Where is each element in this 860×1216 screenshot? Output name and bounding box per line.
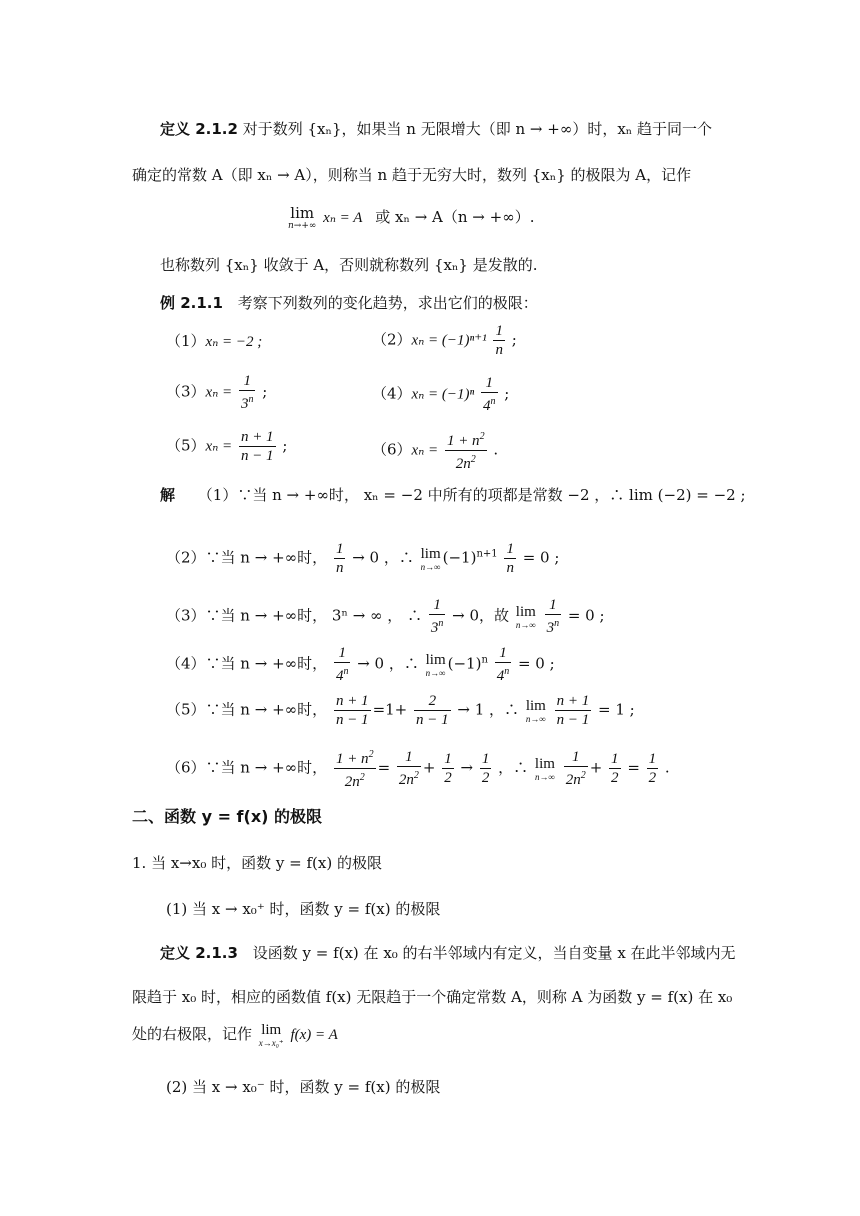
section2-heading: 二、函数 y = f(x) 的极限 xyxy=(132,807,323,826)
solution-5: （5）∵当 n → +∞时， $\frac{n + 1}{n - 1}$ =1+ $\frac{2}{n - 1}$ → 1 ，∴ lim n→∞ $\frac{n + 1}{n - 1}$ = 1 ; xyxy=(166,693,635,728)
def212-text1: 对于数列 {xₙ}，如果当 n 无限增大（即 n → +∞）时，xₙ 趋于同一个 xyxy=(242,120,713,138)
solution-2: （2）∵当 n → +∞时， $\frac{1}{n}$ → 0 ，∴ lim n→∞ $(-1)^{n+1}$ $\frac{1}{n}$ = 0 ; xyxy=(166,541,560,576)
def212-formula xyxy=(286,205,534,231)
section2-sub1b: (2) 当 x → x₀⁻ 时，函数 y = f(x) 的极限 xyxy=(166,1078,441,1096)
solution-1: 解 （1）∵当 n → +∞时， xₙ = −2 中所有的项都是常数 −2 ，∴ lim (−2) = −2 ; xyxy=(160,486,746,504)
example-heading xyxy=(160,292,538,314)
def213-line3: 处的右极限，记作 lim x→x₀⁺ f(x) = A xyxy=(132,1022,338,1048)
solution-3: （3）∵当 n → +∞时， 3ⁿ → ∞ ， ∴ $\frac{1}{3^n}$ → 0，故 lim n→∞ $\frac{1}{3^n}$ = 0 ; xyxy=(166,597,605,636)
def212-label: 定义 2.1.2 xyxy=(160,120,238,138)
item-1: （1）xₙ = −2 ; xyxy=(166,332,263,350)
solution-6: （6）∵当 n → +∞时， $\frac{1 + n^2}{2n^2}$ = $\frac{1}{2n^2}$ + $\frac{1}{2}$ → $\frac{1}{2}$ ，∴ lim n→∞ $\frac{1}{2n^2}$ + $\frac{1}{2}$ = $\frac{1}{2}$ . xyxy=(166,746,670,791)
lim-symbol: lim n→+∞ xyxy=(288,204,317,231)
solution-label: 解 xyxy=(160,486,176,504)
def212-line1 xyxy=(160,118,712,140)
def213-label: 定义 2.1.3 xyxy=(160,944,238,962)
def213-line1: 定义 2.1.3 设函数 y = f(x) 在 x₀ 的右半邻域内有定义，当自变量 x 在此半邻域内无 xyxy=(160,944,736,962)
example-label: 例 2.1.1 xyxy=(160,294,223,312)
def213-line2: 限趋于 x₀ 时，相应的函数值 f(x) 无限趋于一个确定常数 A，则称 A 为函数 y = f(x) 在 x₀ xyxy=(132,988,733,1006)
section2-sub1a: (1) 当 x → x₀⁺ 时，函数 y = f(x) 的极限 xyxy=(166,900,441,918)
item-4: （4）xₙ = (−1)ⁿ $\frac{1}{4^n}$ ; xyxy=(372,375,510,414)
def212-formula-a: xₙ = A xyxy=(323,210,363,226)
def212-line4: 也称数列 {xₙ} 收敛于 A，否则就称数列 {xₙ} 是发散的. xyxy=(160,256,538,274)
item-3: （3）xₙ = $\frac{1}{3^n}$ ; xyxy=(166,373,268,412)
item-6: （6）xₙ = $\frac{1 + n^2}{2n^2}$ . xyxy=(372,428,498,473)
example-text: 考察下列数列的变化趋势，求出它们的极限： xyxy=(237,294,538,312)
item-5: （5）xₙ = $\frac{n + 1}{n - 1}$ ; xyxy=(166,429,288,464)
def212-line2: 确定的常数 A（即 xₙ → A），则称当 n 趋于无穷大时，数列 {xₙ} 的极限为 A，记作 xyxy=(132,166,692,184)
solution-4: （4）∵当 n → +∞时， $\frac{1}{4^n}$ → 0 ，∴ lim n→∞ $(-1)^n$ $\frac{1}{4^n}$ = 0 ; xyxy=(166,645,555,684)
def212-formula-b: 或 xₙ → A（n → +∞）. xyxy=(375,208,535,226)
section2-sub1: 1. 当 x→x₀ 时，函数 y = f(x) 的极限 xyxy=(132,854,382,872)
item-2: （2）xₙ = (−1)ⁿ⁺¹ $\frac{1}{n}$ ; xyxy=(372,323,517,358)
